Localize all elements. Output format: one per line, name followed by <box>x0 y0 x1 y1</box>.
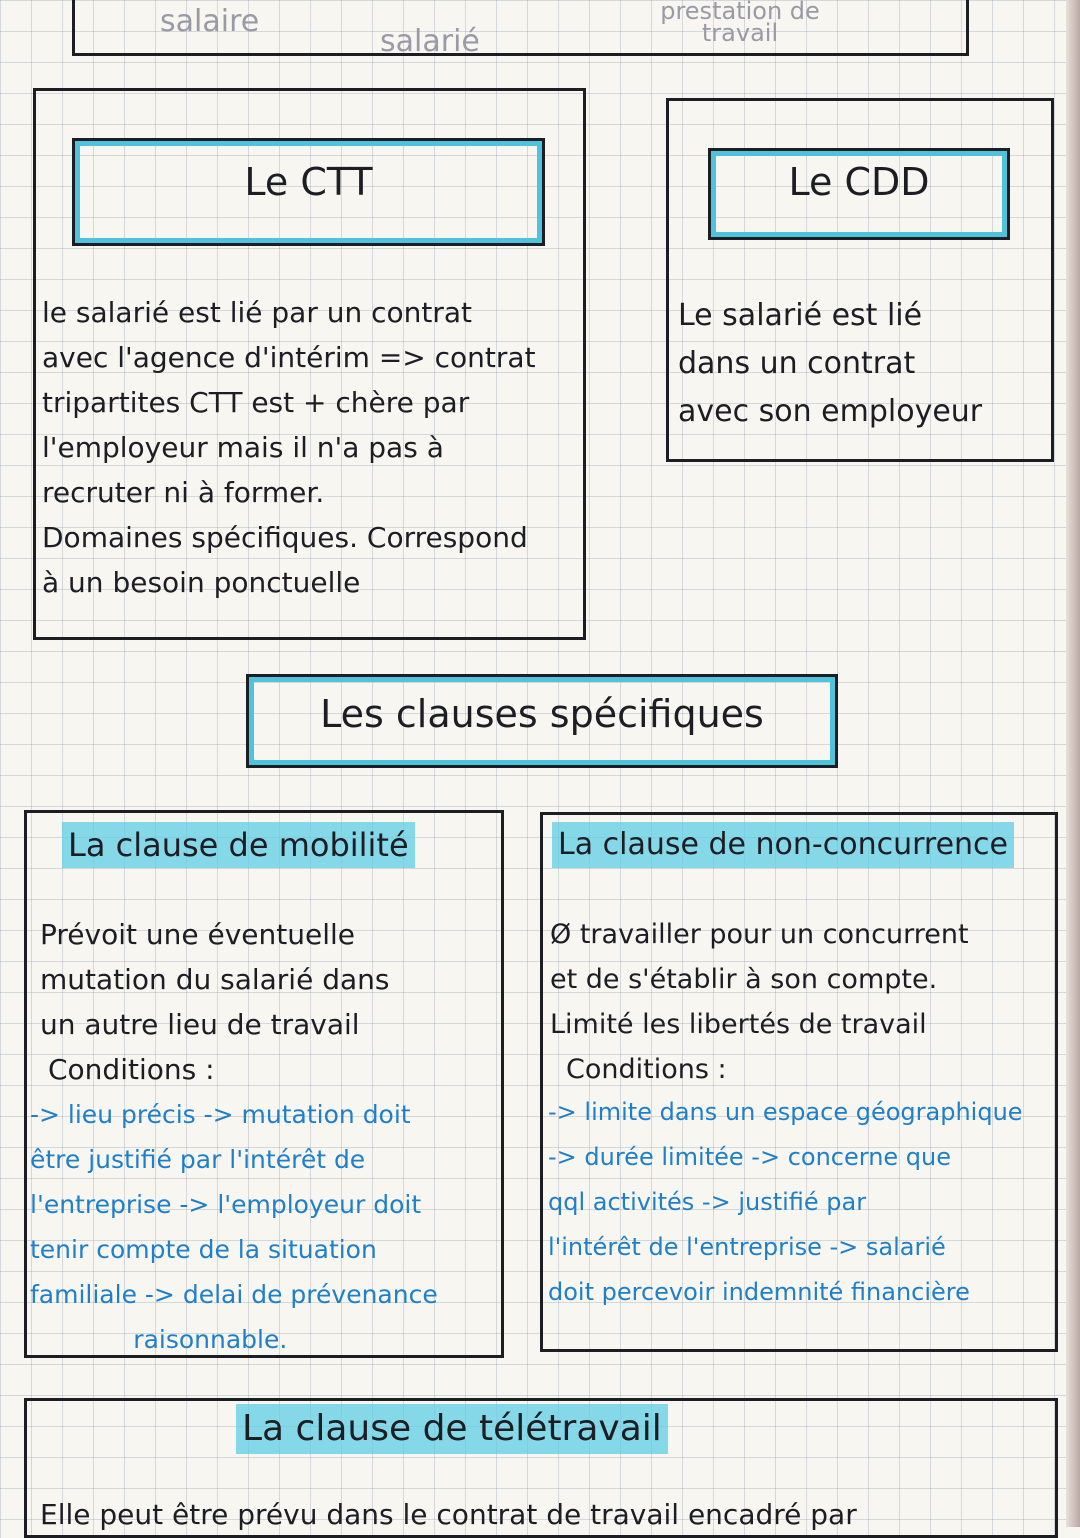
notebook-edge <box>1066 0 1080 1527</box>
teletravail-body: Elle peut être prévu dans le contrat de travail encadré par <box>40 1498 857 1531</box>
non-concurrence-intro: Ø travailler pour un concurrent et de s'établir à son compte. Limité les libertés de travail <box>550 919 969 1040</box>
label-salarie: salarié <box>380 24 480 59</box>
ctt-title: Le CTT <box>244 160 373 204</box>
mobilite-intro: Prévoit une éventuelle mutation du salarié dans un autre lieu de travail <box>40 918 390 1041</box>
label-salaire: salaire <box>160 4 260 39</box>
section-title: Les clauses spécifiques <box>320 692 764 736</box>
ctt-body: le salarié est lié par un contrat avec l'agence d'intérim => contrat tripartites CTT est + chère par l'employeur mais il n'a pas à recruter ni à former. Domaines spécifiques. Correspond à un besoin ponctuelle <box>42 296 536 599</box>
mobilite-conditions-label: Conditions : <box>48 1053 215 1086</box>
mobilite-conditions: -> lieu précis -> mutation doit être justifié par l'intérêt de l'entreprise -> l'employeur doit tenir compte de la situation familiale -> delai de prévenance raisonnable. <box>30 1100 438 1354</box>
mobilite-title: La clause de mobilité <box>62 822 415 868</box>
cdd-body: Le salarié est lié dans un contrat avec son employeur <box>678 298 983 429</box>
cdd-title: Le CDD <box>788 160 930 204</box>
non-concurrence-conditions: -> limite dans un espace géographique -> durée limitée -> concerne que qql activités -> justifié par l'intérêt de l'entreprise -> salarié doit percevoir indemnité financière <box>548 1098 1023 1306</box>
non-concurrence-title: La clause de non-concurrence <box>552 822 1014 868</box>
teletravail-title: La clause de télétravail <box>236 1404 668 1454</box>
non-concurrence-conditions-label: Conditions : <box>566 1054 727 1085</box>
label-prestation: prestation de travail <box>660 0 820 47</box>
